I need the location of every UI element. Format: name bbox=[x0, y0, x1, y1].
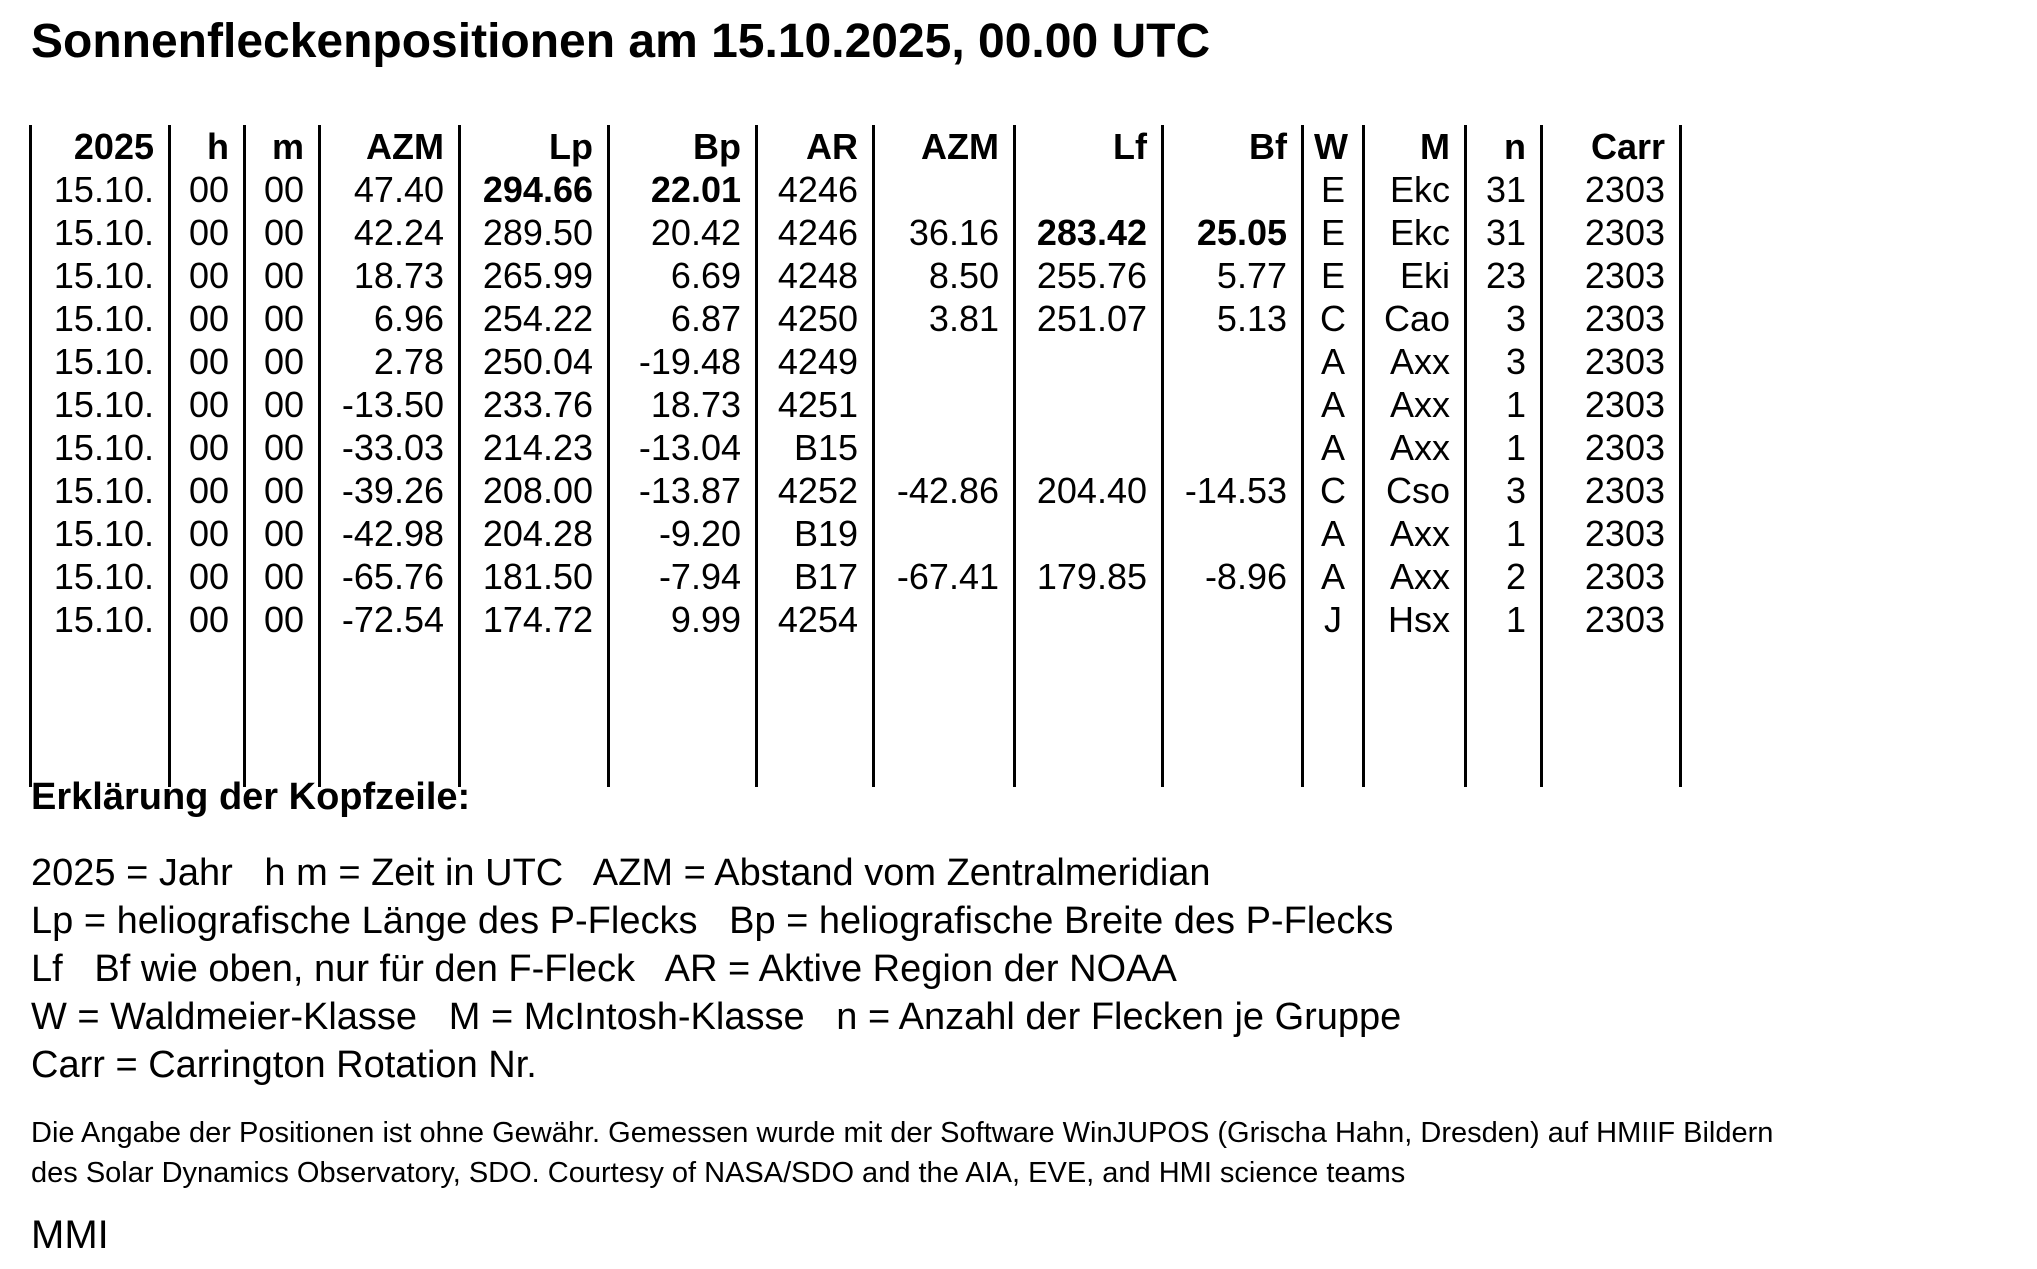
table-cell: 204.40 bbox=[1015, 469, 1163, 512]
column-header: W bbox=[1303, 125, 1364, 168]
table-cell: -42.98 bbox=[320, 512, 460, 555]
table-cell bbox=[874, 598, 1015, 641]
explanation-line: Lp = heliografische Länge des P-Flecks Bp = heliografische Breite des P-Flecks bbox=[31, 900, 1394, 942]
table-cell: 4252 bbox=[757, 469, 874, 512]
table-cell: 15.10. bbox=[31, 340, 170, 383]
table-cell: 265.99 bbox=[460, 254, 609, 297]
table-cell: 15.10. bbox=[31, 211, 170, 254]
table-cell: 2.78 bbox=[320, 340, 460, 383]
table-row bbox=[31, 383, 1681, 426]
table-cell: A bbox=[1303, 383, 1364, 426]
table-cell: 18.73 bbox=[609, 383, 757, 426]
explanation-heading: Erklärung der Kopfzeile: bbox=[31, 776, 471, 818]
table-row bbox=[31, 297, 1681, 340]
column-header: Carr bbox=[1542, 125, 1681, 168]
table-cell: -13.87 bbox=[609, 469, 757, 512]
table-cell: A bbox=[1303, 426, 1364, 469]
table-cell: Hsx bbox=[1364, 598, 1466, 641]
table-cell: 00 bbox=[245, 469, 320, 512]
table-cell bbox=[874, 641, 1015, 787]
table-cell: 250.04 bbox=[460, 340, 609, 383]
table-row bbox=[31, 168, 1681, 211]
table-cell bbox=[1364, 641, 1466, 787]
table-cell: Ekc bbox=[1364, 211, 1466, 254]
table-cell: 00 bbox=[245, 555, 320, 598]
table-cell: B15 bbox=[757, 426, 874, 469]
table-row bbox=[31, 469, 1681, 512]
explanation-line: Carr = Carrington Rotation Nr. bbox=[31, 1044, 537, 1086]
table-cell: 9.99 bbox=[609, 598, 757, 641]
table-cell: 6.87 bbox=[609, 297, 757, 340]
table-row bbox=[31, 426, 1681, 469]
table-cell: -7.94 bbox=[609, 555, 757, 598]
table-cell: 181.50 bbox=[460, 555, 609, 598]
explanation-line: W = Waldmeier-Klasse M = McIntosh-Klasse n = Anzahl der Flecken je Gruppe bbox=[31, 996, 1402, 1038]
table-row bbox=[31, 598, 1681, 641]
table-cell: 4246 bbox=[757, 168, 874, 211]
table-cell: 15.10. bbox=[31, 383, 170, 426]
table-cell: Axx bbox=[1364, 512, 1466, 555]
table-cell bbox=[757, 641, 874, 787]
table-cell: 15.10. bbox=[31, 168, 170, 211]
table-cell bbox=[1015, 512, 1163, 555]
table-cell bbox=[1015, 383, 1163, 426]
table-cell: 15.10. bbox=[31, 254, 170, 297]
table-cell: 00 bbox=[170, 297, 245, 340]
table-cell: -65.76 bbox=[320, 555, 460, 598]
table-cell: 6.69 bbox=[609, 254, 757, 297]
table-cell: 00 bbox=[170, 512, 245, 555]
table-cell: 31 bbox=[1466, 211, 1542, 254]
table-cell bbox=[1163, 598, 1303, 641]
table-cell: 00 bbox=[245, 340, 320, 383]
table-cell: -39.26 bbox=[320, 469, 460, 512]
table-cell: 00 bbox=[245, 512, 320, 555]
table-cell: 36.16 bbox=[874, 211, 1015, 254]
table-cell: 4246 bbox=[757, 211, 874, 254]
table-cell: 4254 bbox=[757, 598, 874, 641]
table-cell: 255.76 bbox=[1015, 254, 1163, 297]
table-cell: 214.23 bbox=[460, 426, 609, 469]
table-cell: 2303 bbox=[1542, 168, 1681, 211]
table-cell: 42.24 bbox=[320, 211, 460, 254]
column-header: AZM bbox=[874, 125, 1015, 168]
table-cell bbox=[1163, 512, 1303, 555]
table-cell: 00 bbox=[245, 254, 320, 297]
table-cell: 2303 bbox=[1542, 598, 1681, 641]
table-cell: 00 bbox=[170, 383, 245, 426]
table-cell: 00 bbox=[170, 555, 245, 598]
table-cell: 204.28 bbox=[460, 512, 609, 555]
table-cell: 00 bbox=[245, 598, 320, 641]
table-cell: C bbox=[1303, 469, 1364, 512]
signature: MMI bbox=[31, 1213, 109, 1257]
disclaimer-block bbox=[31, 1113, 1773, 1193]
table-cell: 00 bbox=[170, 211, 245, 254]
table-cell: 289.50 bbox=[460, 211, 609, 254]
table-cell: 254.22 bbox=[460, 297, 609, 340]
table-cell: 179.85 bbox=[1015, 555, 1163, 598]
column-header: Lp bbox=[460, 125, 609, 168]
table-row bbox=[31, 512, 1681, 555]
table-row bbox=[31, 254, 1681, 297]
explanation-block bbox=[31, 849, 1401, 1089]
table-cell: 00 bbox=[170, 598, 245, 641]
column-header: Bp bbox=[609, 125, 757, 168]
table-cell: 1 bbox=[1466, 598, 1542, 641]
table-cell: -14.53 bbox=[1163, 469, 1303, 512]
table-cell: 174.72 bbox=[460, 598, 609, 641]
table-cell: 2303 bbox=[1542, 426, 1681, 469]
table-cell: 2303 bbox=[1542, 340, 1681, 383]
column-header: n bbox=[1466, 125, 1542, 168]
table-cell: E bbox=[1303, 254, 1364, 297]
table-cell: E bbox=[1303, 168, 1364, 211]
sunspot-table bbox=[29, 125, 1682, 787]
table-cell: 4250 bbox=[757, 297, 874, 340]
page-title: Sonnenfleckenpositionen am 15.10.2025, 00.00 UTC bbox=[31, 15, 1211, 68]
column-header: AR bbox=[757, 125, 874, 168]
table-cell: -13.04 bbox=[609, 426, 757, 469]
table-cell: 00 bbox=[245, 211, 320, 254]
table-cell bbox=[609, 641, 757, 787]
table-cell: B17 bbox=[757, 555, 874, 598]
table-cell: 2303 bbox=[1542, 512, 1681, 555]
table-cell: 283.42 bbox=[1015, 211, 1163, 254]
table-cell: 2303 bbox=[1542, 555, 1681, 598]
table-cell bbox=[874, 168, 1015, 211]
table-cell bbox=[1015, 641, 1163, 787]
table-cell: 2303 bbox=[1542, 211, 1681, 254]
table-cell: 208.00 bbox=[460, 469, 609, 512]
table-cell: 15.10. bbox=[31, 297, 170, 340]
table-cell: -9.20 bbox=[609, 512, 757, 555]
table-cell: 00 bbox=[170, 340, 245, 383]
table-cell: 1 bbox=[1466, 383, 1542, 426]
table-cell bbox=[1163, 641, 1303, 787]
column-header: AZM bbox=[320, 125, 460, 168]
table-cell: 2303 bbox=[1542, 254, 1681, 297]
table-cell: 00 bbox=[170, 469, 245, 512]
table-row bbox=[31, 211, 1681, 254]
table-cell: E bbox=[1303, 211, 1364, 254]
table-cell: 15.10. bbox=[31, 469, 170, 512]
table-cell: -8.96 bbox=[1163, 555, 1303, 598]
table-cell bbox=[874, 383, 1015, 426]
table-spacer-row bbox=[31, 641, 1681, 787]
table-cell: 15.10. bbox=[31, 426, 170, 469]
table-cell: C bbox=[1303, 297, 1364, 340]
table-cell: A bbox=[1303, 555, 1364, 598]
table-cell: Ekc bbox=[1364, 168, 1466, 211]
disclaimer-line: des Solar Dynamics Observatory, SDO. Courtesy of NASA/SDO and the AIA, EVE, and HMI science teams bbox=[31, 1157, 1406, 1189]
table-cell bbox=[1466, 641, 1542, 787]
table-cell bbox=[1542, 641, 1681, 787]
table-cell: 1 bbox=[1466, 512, 1542, 555]
column-header: 2025 bbox=[31, 125, 170, 168]
table-cell bbox=[874, 512, 1015, 555]
table-cell: Axx bbox=[1364, 383, 1466, 426]
table-cell: 22.01 bbox=[609, 168, 757, 211]
table-cell: 233.76 bbox=[460, 383, 609, 426]
table-cell: 00 bbox=[170, 254, 245, 297]
table-cell: Cso bbox=[1364, 469, 1466, 512]
table-cell: 00 bbox=[245, 383, 320, 426]
table-cell bbox=[245, 641, 320, 787]
table-cell: 00 bbox=[170, 168, 245, 211]
table-row bbox=[31, 555, 1681, 598]
table-cell: 20.42 bbox=[609, 211, 757, 254]
table-cell: 4248 bbox=[757, 254, 874, 297]
table-cell: 3 bbox=[1466, 340, 1542, 383]
table-cell: -42.86 bbox=[874, 469, 1015, 512]
table-cell: 00 bbox=[245, 426, 320, 469]
table-cell: 3 bbox=[1466, 297, 1542, 340]
table-cell: -33.03 bbox=[320, 426, 460, 469]
table-cell: 5.13 bbox=[1163, 297, 1303, 340]
explanation-line: 2025 = Jahr h m = Zeit in UTC AZM = Abstand vom Zentralmeridian bbox=[31, 852, 1211, 894]
table-cell bbox=[1163, 168, 1303, 211]
table-header-row bbox=[31, 125, 1681, 168]
column-header: M bbox=[1364, 125, 1466, 168]
table-cell bbox=[460, 641, 609, 787]
column-header: m bbox=[245, 125, 320, 168]
table-cell: A bbox=[1303, 512, 1364, 555]
table-cell bbox=[320, 641, 460, 787]
table-cell bbox=[31, 641, 170, 787]
table-cell bbox=[1303, 641, 1364, 787]
column-header: h bbox=[170, 125, 245, 168]
table-cell: 4249 bbox=[757, 340, 874, 383]
table-cell: 5.77 bbox=[1163, 254, 1303, 297]
table-cell: -67.41 bbox=[874, 555, 1015, 598]
table-cell: 2303 bbox=[1542, 383, 1681, 426]
table-body bbox=[31, 168, 1681, 787]
table-row bbox=[31, 340, 1681, 383]
explanation-line: Lf Bf wie oben, nur für den F-Fleck AR = Aktive Region der NOAA bbox=[31, 948, 1177, 990]
table-cell: 8.50 bbox=[874, 254, 1015, 297]
table-cell: 18.73 bbox=[320, 254, 460, 297]
table-cell: A bbox=[1303, 340, 1364, 383]
table-cell bbox=[1015, 340, 1163, 383]
column-header: Lf bbox=[1015, 125, 1163, 168]
table-cell: 3.81 bbox=[874, 297, 1015, 340]
table-cell bbox=[874, 426, 1015, 469]
table-cell: 3 bbox=[1466, 469, 1542, 512]
table-cell bbox=[1163, 426, 1303, 469]
table-cell: 2303 bbox=[1542, 297, 1681, 340]
table-cell: 15.10. bbox=[31, 512, 170, 555]
table-cell: 4251 bbox=[757, 383, 874, 426]
table-cell bbox=[1015, 426, 1163, 469]
table-cell: 1 bbox=[1466, 426, 1542, 469]
disclaimer-line: Die Angabe der Positionen ist ohne Gewähr. Gemessen wurde mit der Software WinJUPOS (Grischa Hahn, Dresden) auf HMIIF Bildern bbox=[31, 1117, 1774, 1149]
table-cell: 47.40 bbox=[320, 168, 460, 211]
table-cell: J bbox=[1303, 598, 1364, 641]
table-cell bbox=[874, 340, 1015, 383]
table-cell: 251.07 bbox=[1015, 297, 1163, 340]
table-cell: 00 bbox=[245, 297, 320, 340]
table-cell: 15.10. bbox=[31, 598, 170, 641]
sunspot-table-container bbox=[29, 125, 1682, 787]
table-cell: 2303 bbox=[1542, 469, 1681, 512]
table-cell: Axx bbox=[1364, 426, 1466, 469]
table-cell: -13.50 bbox=[320, 383, 460, 426]
table-cell: -19.48 bbox=[609, 340, 757, 383]
table-cell: 31 bbox=[1466, 168, 1542, 211]
table-cell: 00 bbox=[245, 168, 320, 211]
table-cell: 23 bbox=[1466, 254, 1542, 297]
table-cell: 6.96 bbox=[320, 297, 460, 340]
table-cell: Axx bbox=[1364, 555, 1466, 598]
table-cell: Cao bbox=[1364, 297, 1466, 340]
table-cell bbox=[1015, 168, 1163, 211]
table-cell: 294.66 bbox=[460, 168, 609, 211]
table-cell bbox=[1163, 383, 1303, 426]
table-cell: Eki bbox=[1364, 254, 1466, 297]
table-cell: 2 bbox=[1466, 555, 1542, 598]
table-cell: 00 bbox=[170, 426, 245, 469]
table-cell: Axx bbox=[1364, 340, 1466, 383]
table-cell: 15.10. bbox=[31, 555, 170, 598]
table-cell bbox=[1163, 340, 1303, 383]
column-header: Bf bbox=[1163, 125, 1303, 168]
table-cell: B19 bbox=[757, 512, 874, 555]
table-cell: 25.05 bbox=[1163, 211, 1303, 254]
table-cell: -72.54 bbox=[320, 598, 460, 641]
table-cell bbox=[1015, 598, 1163, 641]
table-cell bbox=[170, 641, 245, 787]
